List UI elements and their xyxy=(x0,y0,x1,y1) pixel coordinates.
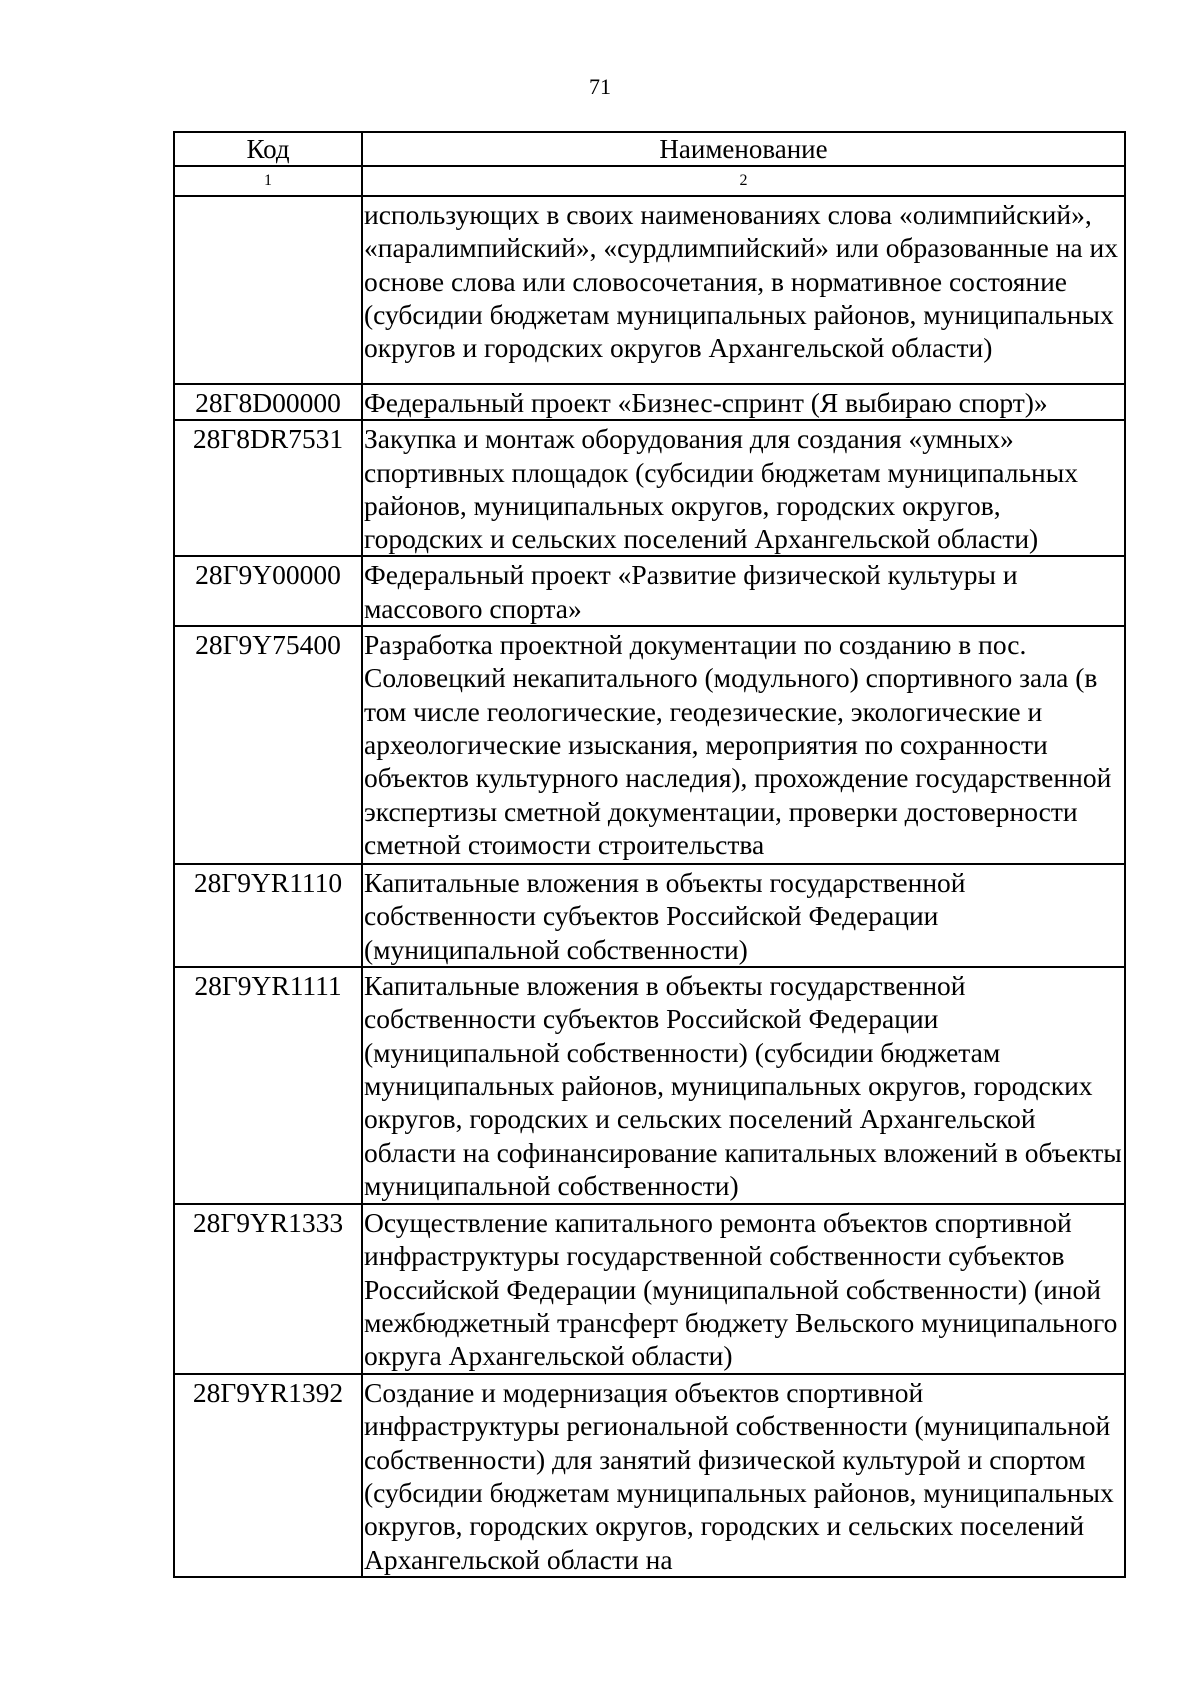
column-number-2: 2 xyxy=(362,166,1125,196)
table-row xyxy=(174,196,1125,384)
header-code: Код xyxy=(174,132,362,166)
table-row xyxy=(174,556,1125,626)
row-name: Осуществление капитального ремонта объектов спортивной инфраструктуры государственной собственности субъектов Российской Федерации (муниципальной собственности) (иной межбюджетный трансферт бюджету Вельского муниципального округа Архангельской области) xyxy=(362,1204,1125,1374)
header-name: Наименование xyxy=(362,132,1125,166)
table-row xyxy=(174,626,1125,864)
table-row xyxy=(174,864,1125,967)
table-row xyxy=(174,420,1125,556)
page-number: 71 xyxy=(589,74,611,99)
row-name: Федеральный проект «Бизнес-спринт (Я выбираю спорт)» xyxy=(362,384,1125,420)
row-name: Федеральный проект «Развитие физической культуры и массового спорта» xyxy=(362,556,1125,626)
table-header-row xyxy=(174,132,1125,166)
row-name: Создание и модернизация объектов спортивной инфраструктуры региональной собственности (муниципальной собственности) для занятий физической культурой и спортом (субсидии бюджетам муниципальных районов, муниципальных округов, городских округов, городских и сельских поселений Архангельской области на xyxy=(362,1374,1125,1577)
column-numbers-row xyxy=(174,166,1125,196)
table-row xyxy=(174,1374,1125,1577)
row-name: использующих в своих наименованиях слова «олимпийский», «паралимпийский», «сурдлимпийский» или образованные на их основе слова или словосочетания, в нормативное состояние (субсидии бюджетам муниципальных районов, муниципальных округов и городских округов Архангельской области) xyxy=(362,196,1125,384)
row-code xyxy=(174,196,362,384)
row-code: 28Г9YR1392 xyxy=(174,1374,362,1577)
row-code: 28Г8D00000 xyxy=(174,384,362,420)
column-number-1: 1 xyxy=(174,166,362,196)
row-code: 28Г9Y75400 xyxy=(174,626,362,864)
table-row xyxy=(174,967,1125,1204)
row-code: 28Г9YR1333 xyxy=(174,1204,362,1374)
row-name: Разработка проектной документации по созданию в пос. Соловецкий некапитального (модульного) спортивного зала (в том числе геологические, геодезические, экологические и археологические изыскания, мероприятия по сохранности объектов культурного наследия), прохождение государственной экспертизы сметной документации, проверки достоверности сметной стоимости строительства xyxy=(362,626,1125,864)
budget-codes-table xyxy=(173,131,1126,1578)
row-code: 28Г8DR7531 xyxy=(174,420,362,556)
table-row xyxy=(174,384,1125,420)
table-row xyxy=(174,1204,1125,1374)
row-code: 28Г9YR1111 xyxy=(174,967,362,1204)
row-code: 28Г9YR1110 xyxy=(174,864,362,967)
row-name: Закупка и монтаж оборудования для создания «умных» спортивных площадок (субсидии бюджетам муниципальных районов, муниципальных округов, городских округов, городских и сельских поселений Архангельской области) xyxy=(362,420,1125,556)
row-code: 28Г9Y00000 xyxy=(174,556,362,626)
row-name: Капитальные вложения в объекты государственной собственности субъектов Российской Федерации (муниципальной собственности) (субсидии бюджетам муниципальных районов, муниципальных округов, городских округов, городских и сельских поселений Архангельской области на софинансирование капитальных вложений в объекты муниципальной собственности) xyxy=(362,967,1125,1204)
row-name: Капитальные вложения в объекты государственной собственности субъектов Российской Федерации (муниципальной собственности) xyxy=(362,864,1125,967)
